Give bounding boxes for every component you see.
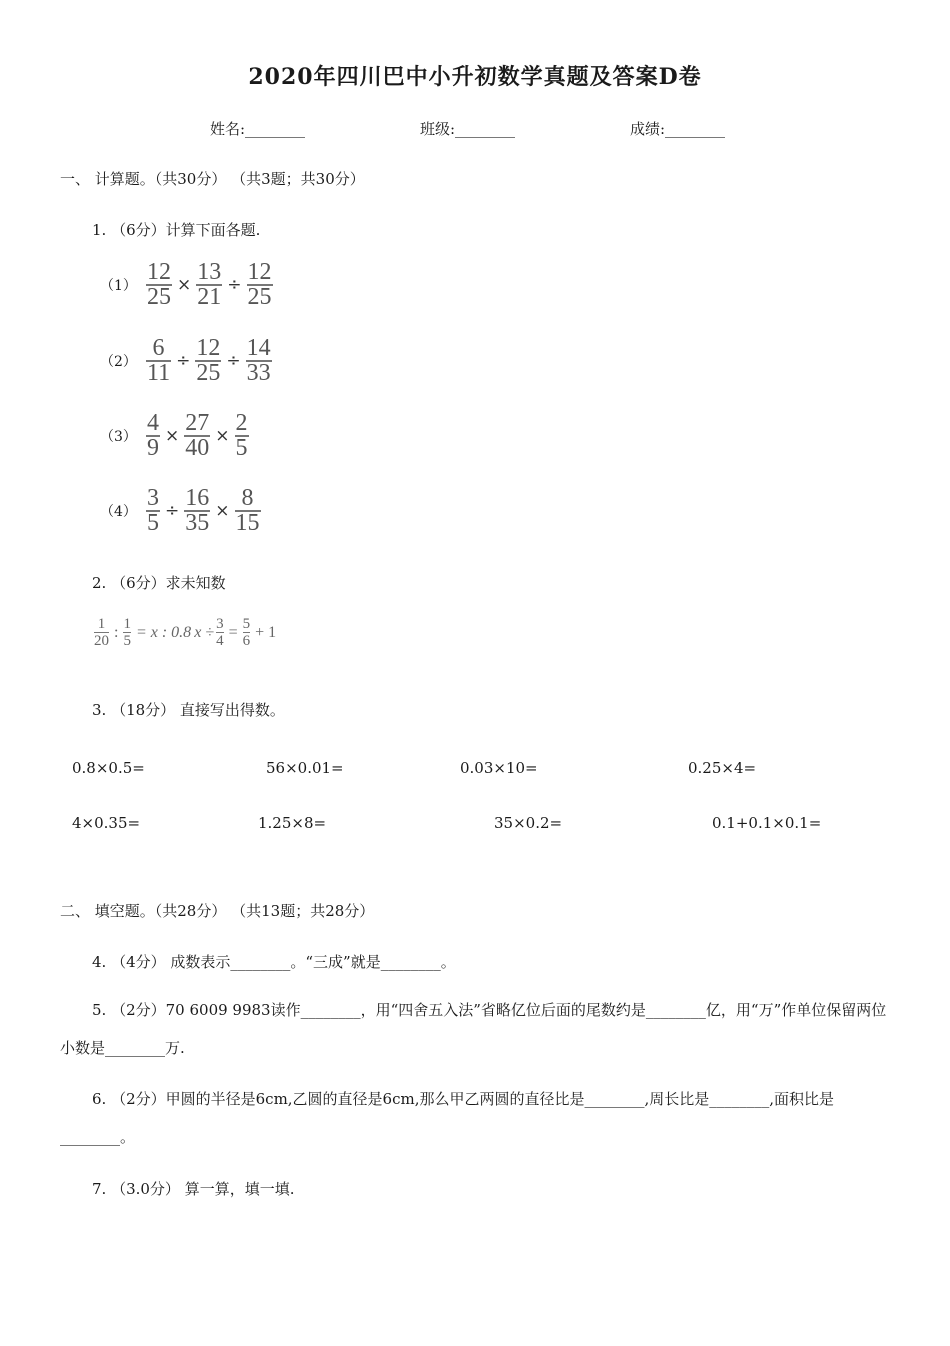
operator: × xyxy=(177,275,192,295)
question-6: 6. （2分）甲圆的半径是6cm,乙圆的直径是6cm,那么甲乙两圆的直径比是________,周长比是________,面积比是________。 xyxy=(60,1090,835,1146)
calc-item: 0.8×0.5= xyxy=(72,759,145,777)
calc-item: 1.25×8= xyxy=(258,814,327,832)
calc-item: 4×0.35= xyxy=(72,814,141,832)
fraction: 1 5 xyxy=(123,616,131,649)
name-field: 姓名:________ xyxy=(210,120,306,138)
fraction: $\frac{3}{5}$ xyxy=(147,485,159,536)
fraction: $\frac{13}{21}$ xyxy=(197,259,222,310)
operator: × xyxy=(215,426,230,446)
fraction: $\frac{8}{15}$ xyxy=(235,485,260,536)
calc-item: 0.25×4= xyxy=(688,759,757,777)
question-5: 5. （2分）70 6009 9983读作________，用“四舍五入法”省略亿位后面的尾数约是________亿，用“万”作单位保留两位小数是________万. xyxy=(60,1001,887,1057)
question-4: 4. （4分） 成数表示________。“三成”就是________。 xyxy=(92,953,456,971)
question-2-title: 2. （6分）求未知数 xyxy=(92,574,226,592)
fraction: $\frac{2}{5}$ xyxy=(235,410,248,461)
q1-item-3 xyxy=(100,410,249,461)
section-2-title: 二、 填空题。（共28分） （共13题；共28分） xyxy=(60,902,375,920)
fraction: 1 20 xyxy=(94,616,109,649)
q1-item-4 xyxy=(100,485,261,536)
q1-item-label: （4） xyxy=(100,504,137,520)
operator: ÷ xyxy=(176,351,191,371)
q1-item-1 xyxy=(100,259,273,310)
fraction: $\frac{4}{9}$ xyxy=(147,410,159,461)
section-1-title: 一、 计算题。（共30分） （共3题；共30分） xyxy=(60,170,365,188)
equation-mid: = x : 0.8 xyxy=(135,623,192,641)
q1-item-label: （3） xyxy=(100,429,137,445)
class-field: 班级:________ xyxy=(420,120,516,138)
q1-item-label: （1） xyxy=(100,278,137,294)
operator: ÷ xyxy=(227,275,242,295)
q1-item-label: （2） xyxy=(100,354,137,370)
equation-plus: + 1 xyxy=(255,623,277,641)
calc-item: 0.1+0.1×0.1= xyxy=(712,814,822,832)
calc-item: 0.03×10= xyxy=(460,759,538,777)
fraction: 3 4 xyxy=(216,616,224,649)
score-field: 成绩:________ xyxy=(630,120,726,138)
fraction: $\frac{12}{25}$ xyxy=(247,259,272,310)
calc-item: 56×0.01= xyxy=(266,759,344,777)
q1-item-2 xyxy=(100,335,272,386)
operator: ÷ xyxy=(226,351,241,371)
equation-x: x ÷ xyxy=(194,623,215,641)
operator: ÷ xyxy=(165,501,180,521)
operator: × xyxy=(215,501,230,521)
question-7: 7. （3.0分） 算一算，填一填. xyxy=(92,1180,295,1198)
operator: × xyxy=(165,426,180,446)
fraction: $\frac{16}{35}$ xyxy=(185,485,210,536)
question-3-title: 3. （18分） 直接写出得数。 xyxy=(92,701,285,719)
fraction: $\frac{12}{25}$ xyxy=(147,259,171,310)
calc-item: 35×0.2= xyxy=(494,814,563,832)
fraction: 5 6 xyxy=(242,616,251,649)
fraction: $\frac{12}{25}$ xyxy=(196,335,221,386)
fraction: $\frac{6}{11}$ xyxy=(147,335,171,386)
fraction: $\frac{27}{40}$ xyxy=(185,410,210,461)
fraction: $\frac{14}{33}$ xyxy=(246,335,271,386)
page-title: 2020年四川巴中小升初数学真题及答案D卷 xyxy=(248,64,702,90)
question-1-title: 1. （6分）计算下面各题. xyxy=(92,221,261,239)
equation-image: 1 20 : 1 5 = x : 0.8 x ÷ 3 4 = 5 6 + 1 xyxy=(94,616,277,649)
